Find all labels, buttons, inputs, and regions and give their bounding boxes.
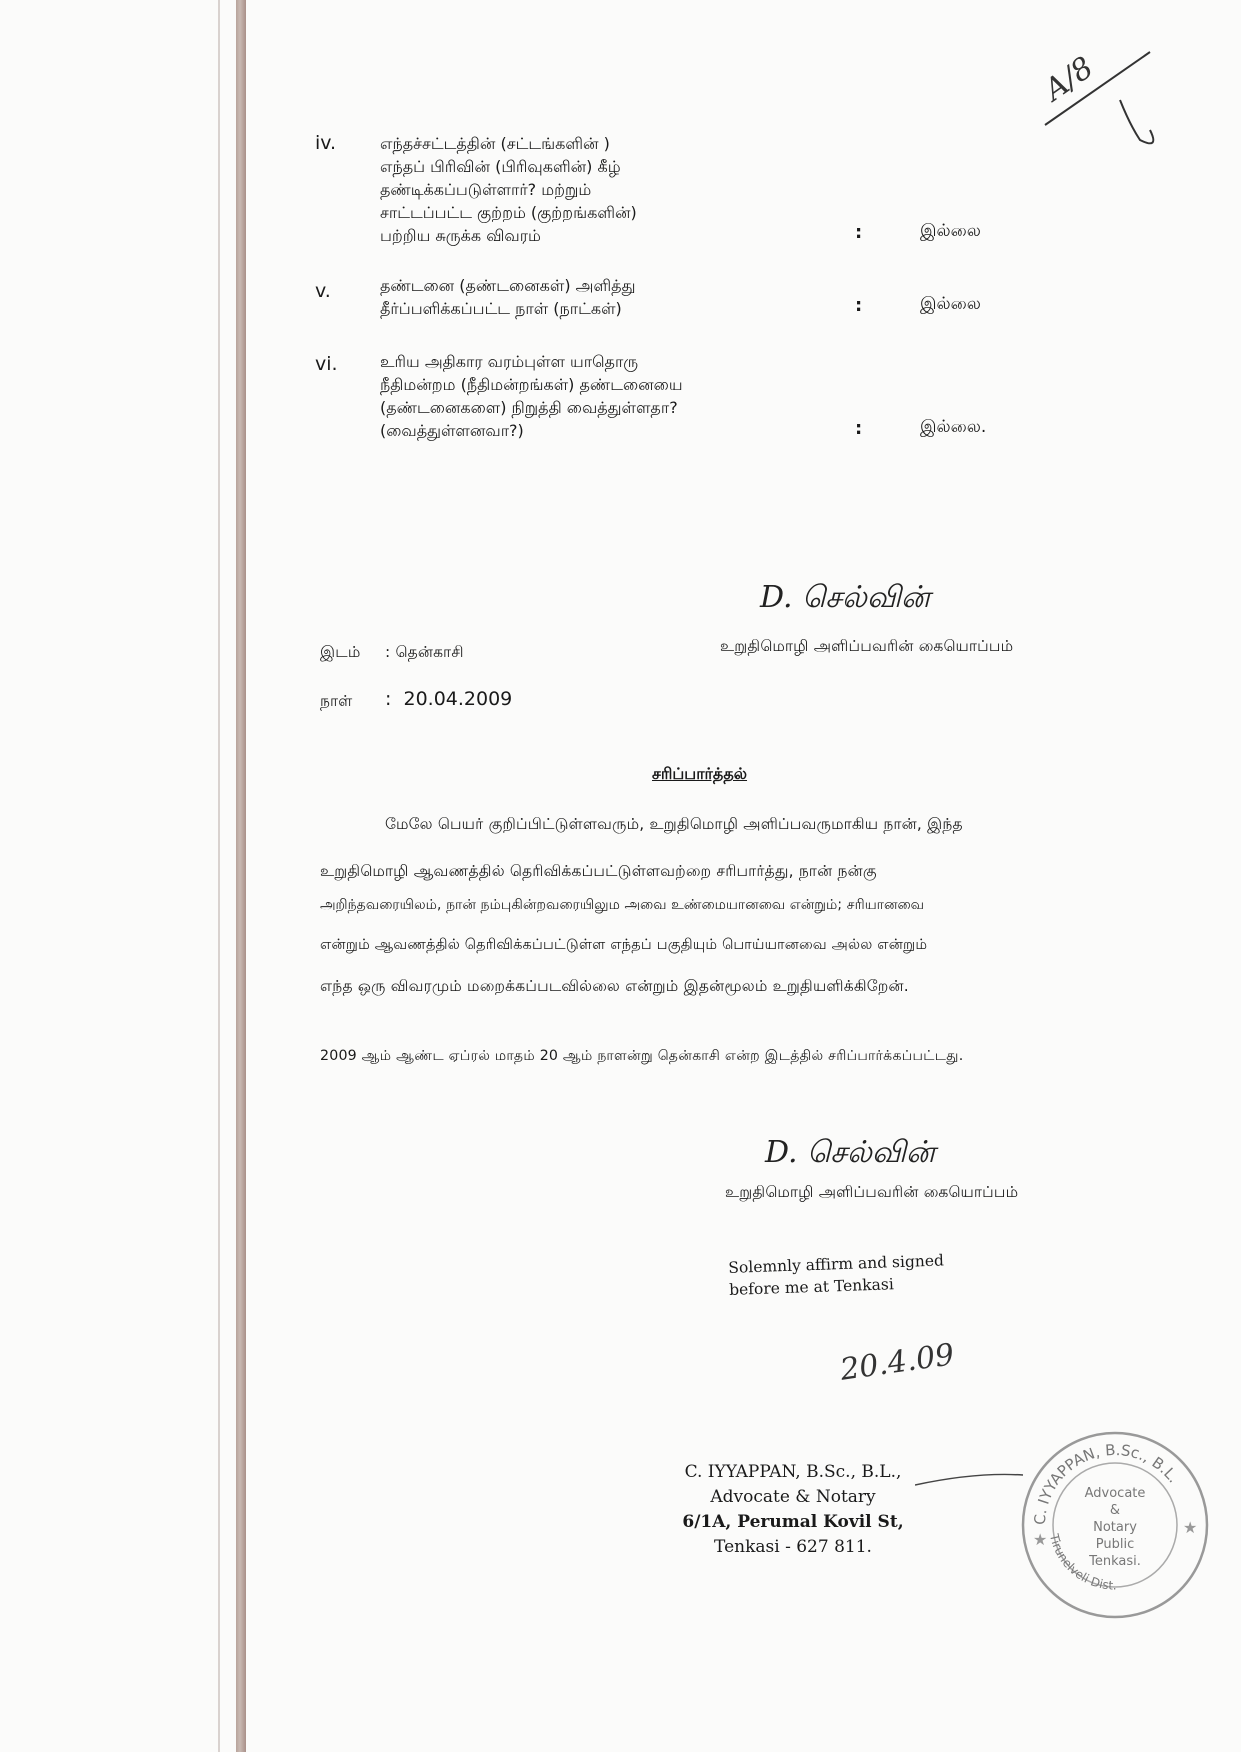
item-answer-v: இல்லை <box>920 294 981 314</box>
place-label: இடம் <box>320 643 361 661</box>
verification-line-5: எந்த ஒரு விவரமும் மறைக்கப்படவில்லை என்றும் இதன்மூலம் உறுதியளிக்கிறேன். <box>320 977 909 995</box>
solemnly-line-2: before me at Tenkasi <box>728 1275 895 1299</box>
item-line: எந்தச்சட்டத்தின் (சட்டங்களின் ) <box>380 134 610 153</box>
item-text-v <box>380 274 635 320</box>
notary-city: Tenkasi - 627 811. <box>714 1537 872 1557</box>
signature-caption-2: உறுதிமொழி அளிப்பவரின் கையொப்பம் <box>725 1183 1019 1201</box>
notary-name: C. IYYAPPAN, B.Sc., B.L., <box>684 1462 902 1482</box>
verification-date-line: 2009 ஆம் ஆண்ட ஏப்ரல் மாதம் 20 ஆம் நாளன்று தென்காசி என்ற இடத்தில் சரிப்பார்க்கப்பட்டது. <box>320 1048 964 1064</box>
item-colon-vi: : <box>855 418 863 439</box>
binding-edge-thin <box>218 0 220 1752</box>
stamp-star-left-icon: ★ <box>1033 1530 1048 1549</box>
verification-line-2: உறுதிமொழி ஆவணத்தில் தெரிவிக்கப்பட்டுள்ளவற்றை சரிபார்த்து, நான் நன்கு <box>320 862 877 880</box>
item-number-iv: iv. <box>315 132 337 154</box>
notary-stamp <box>1015 1425 1215 1625</box>
solemnly-block <box>728 1249 945 1300</box>
stamp-center-1: Advocate <box>1084 1486 1146 1501</box>
signature-caption-1: உறுதிமொழி அளிப்பவரின் கையொப்பம் <box>720 637 1014 655</box>
date-label: நாள் <box>320 692 353 710</box>
item-line: தண்டனை (தண்டனைகள்) அளித்து <box>380 276 636 295</box>
item-colon-v: : <box>855 295 863 316</box>
item-text-iv <box>380 132 637 247</box>
verification-heading: சரிப்பார்த்தல் <box>652 764 748 783</box>
stamp-center-5: Tenkasi. <box>1089 1554 1141 1569</box>
item-number-v: v. <box>315 280 331 302</box>
stamp-center-3: Notary <box>1093 1520 1137 1535</box>
item-line: உரிய அதிகார வரம்புள்ள யாதொரு <box>380 352 639 371</box>
place-value: : தென்காசி <box>385 643 464 661</box>
item-line: தீர்ப்பளிக்கப்பட்ட நாள் (நாட்கள்) <box>380 299 622 318</box>
corner-mark <box>1030 30 1180 150</box>
item-colon-iv: : <box>855 222 863 243</box>
item-line: (தண்டனைகளை) நிறுத்தி வைத்துள்ளதா? <box>380 398 678 417</box>
item-answer-iv: இல்லை <box>920 221 981 241</box>
verification-line-1: மேலே பெயர் குறிப்பிட்டுள்ளவரும், உறுதிமொழி அளிப்பவருமாகிய நான், இந்த <box>385 815 963 833</box>
binding-strip <box>236 0 246 1752</box>
item-line: சாட்டப்பட்ட குற்றம் (குற்றங்களின்) <box>380 203 637 222</box>
stamp-center-4: Public <box>1095 1537 1135 1552</box>
verification-line-3: அறிந்தவரையிலம், நான் நம்புகின்றவரையிலும அவை உண்மையானவை என்றும்; சரியானவை <box>320 897 925 913</box>
stamp-ring-text: C. IYYAPPAN, B.Sc., B.L. <box>1030 1440 1183 1526</box>
notary-address: 6/1A, Perumal Kovil St, <box>682 1512 904 1532</box>
date-value: : 20.04.2009 <box>385 688 513 710</box>
item-line: நீதிமன்றம (நீதிமன்றங்கள்) தண்டனையை <box>380 375 683 394</box>
item-line: எந்தப் பிரிவின் (பிரிவுகளின்) கீழ் <box>380 157 621 176</box>
item-text-vi <box>380 350 683 442</box>
signature-2: D. செல்வின் <box>765 1135 936 1170</box>
item-number-vi: vi. <box>315 353 338 375</box>
notary-block <box>673 1460 913 1560</box>
item-line: பற்றிய சுருக்க விவரம் <box>380 226 541 245</box>
item-line: (வைத்துள்ளனவா?) <box>380 421 524 440</box>
item-answer-vi: இல்லை. <box>920 417 987 437</box>
stamp-center-2: & <box>1109 1503 1121 1518</box>
notary-stroke <box>915 1470 1025 1490</box>
item-line: தண்டிக்கப்படுள்ளார்? மற்றும் <box>380 180 592 199</box>
notary-title: Advocate & Notary <box>710 1487 876 1507</box>
verification-line-4: என்றும் ஆவணத்தில் தெரிவிக்கப்பட்டுள்ள எந்தப் பகுதியும் பொய்யானவை அல்ல என்றும் <box>320 937 928 953</box>
notary-initials: 20.4.09 <box>838 1337 957 1388</box>
signature-1: D. செல்வின் <box>760 580 931 615</box>
stamp-ring-bottom: Tirunelveli Dist. <box>1046 1532 1117 1593</box>
solemnly-line-1: Solemnly affirm and signed <box>728 1251 945 1277</box>
corner-mark-text: A/8 <box>1038 50 1100 109</box>
stamp-star-right-icon: ★ <box>1183 1518 1198 1537</box>
